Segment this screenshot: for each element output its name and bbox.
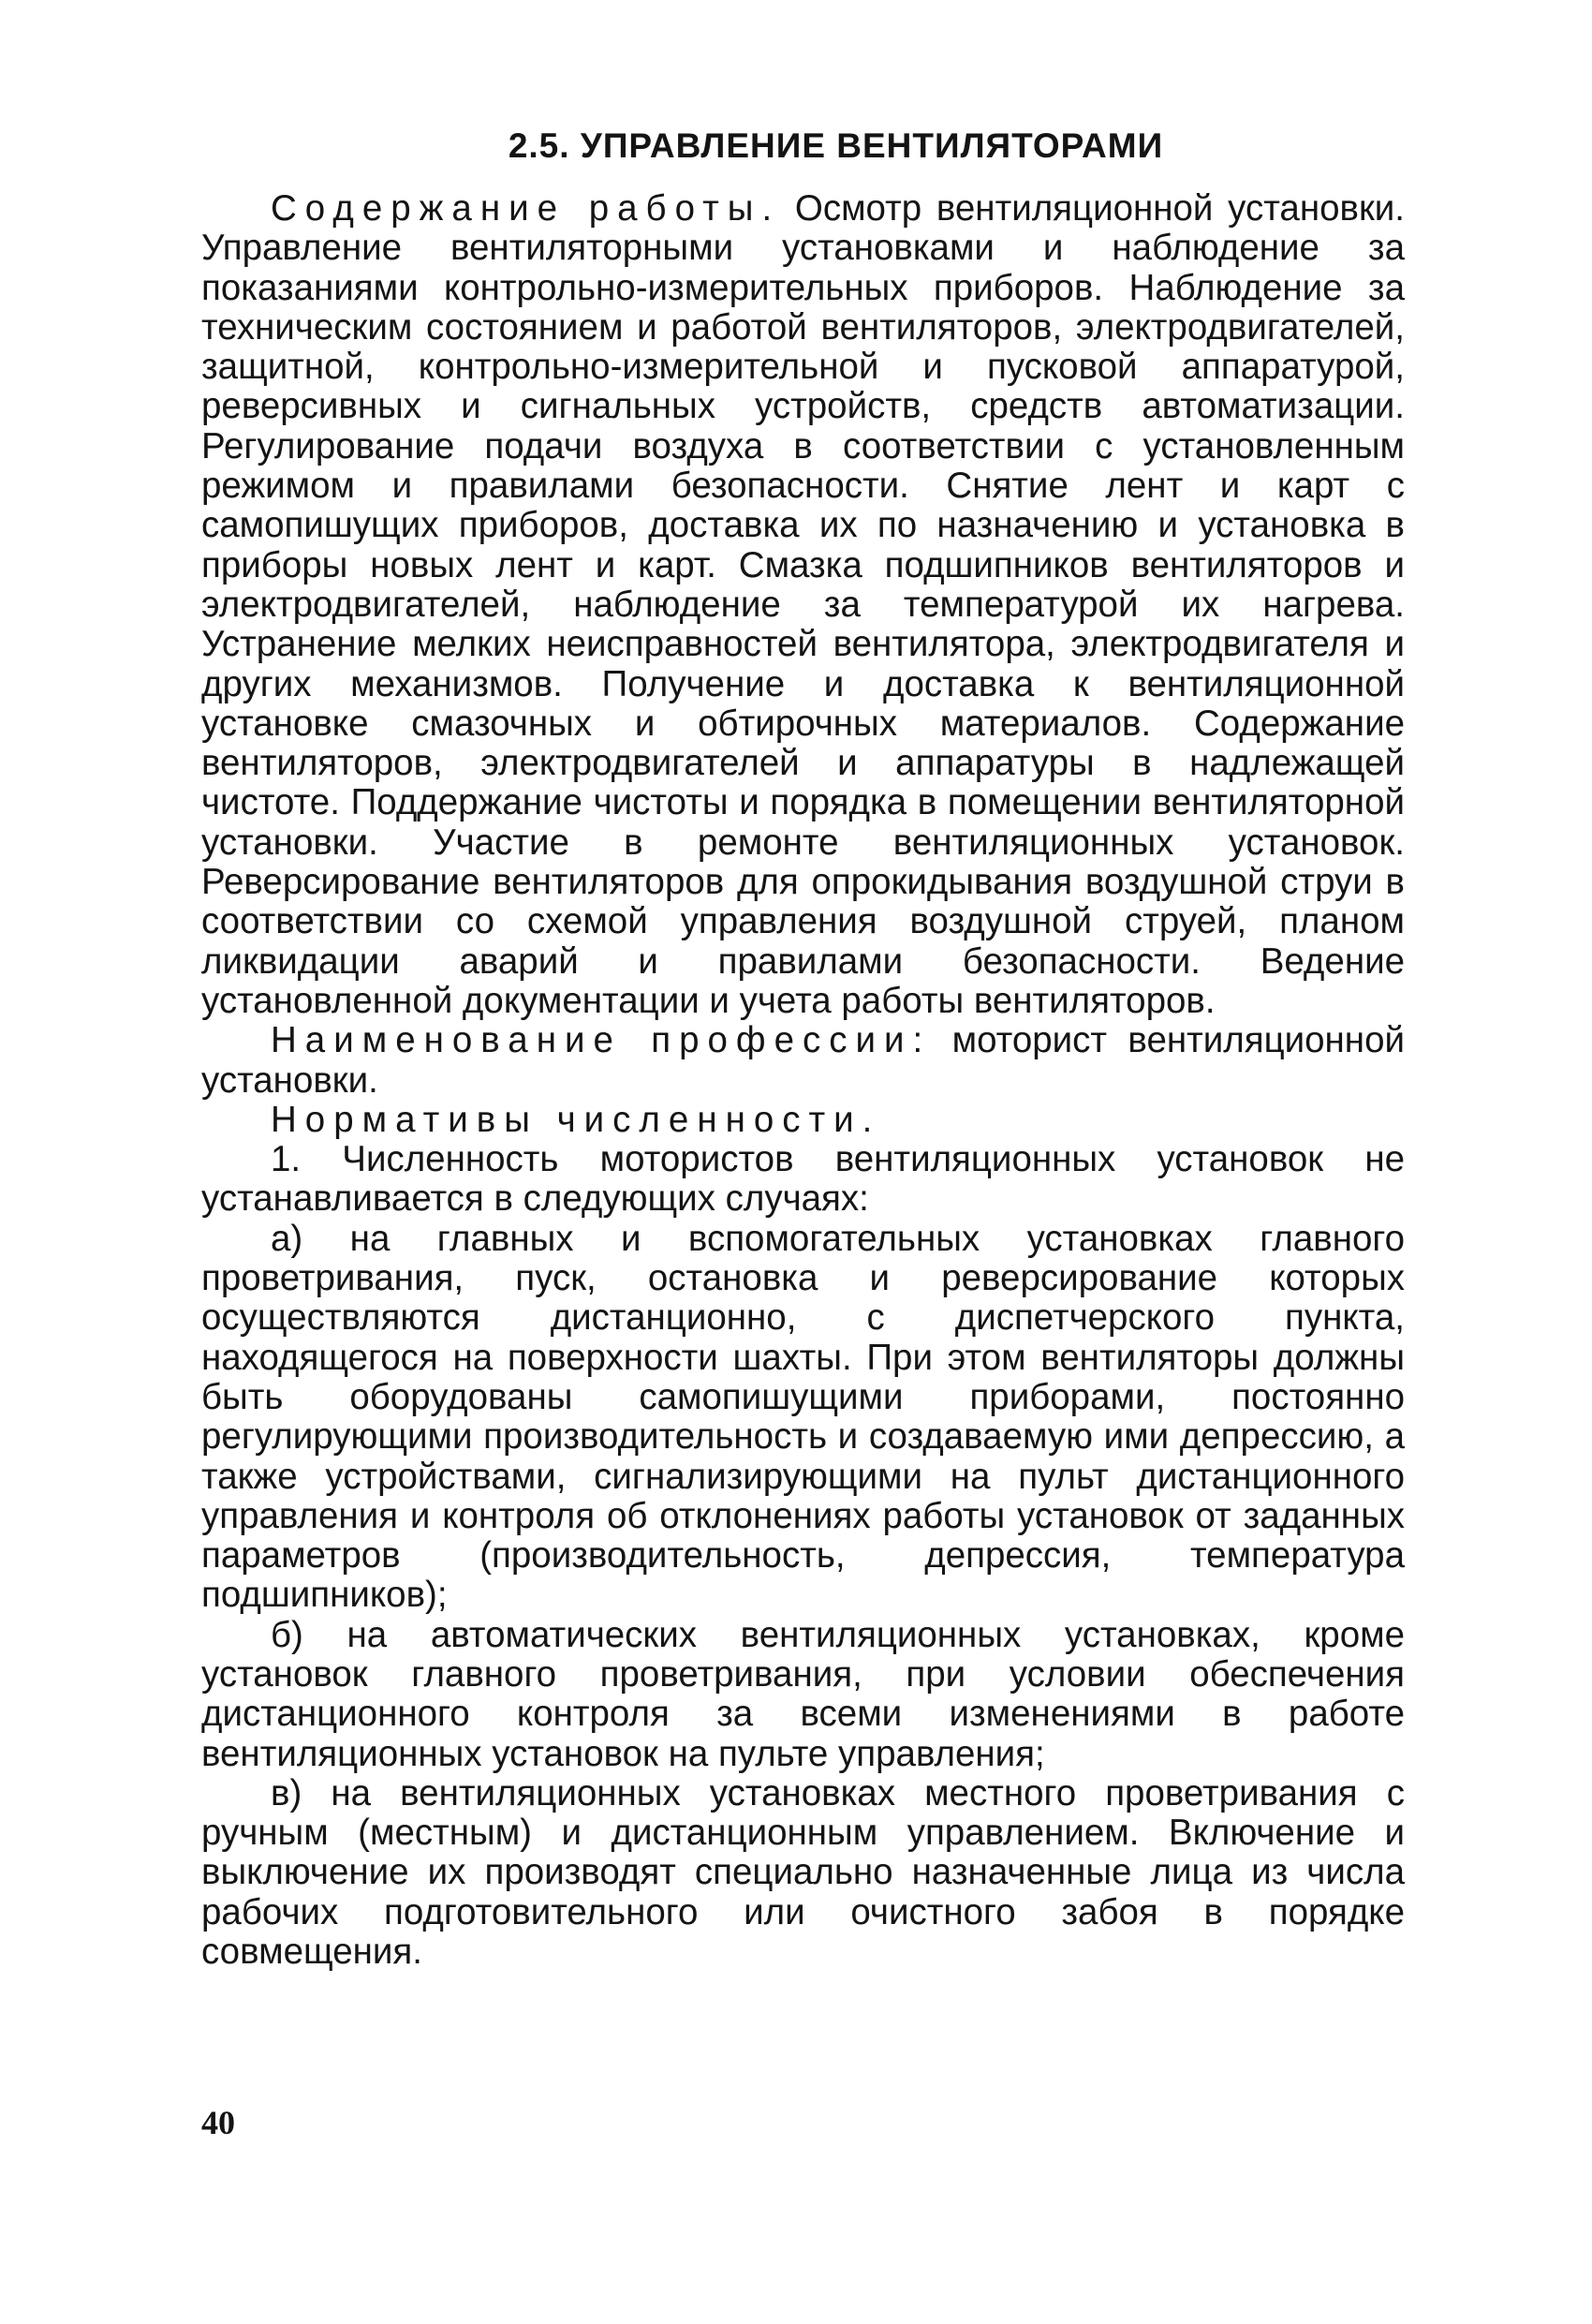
section-heading: 2.5. УПРАВЛЕНИЕ ВЕНТИЛЯТОРАМИ bbox=[508, 126, 1164, 165]
work-content-text: Осмотр вентиляционной установки. Управление вентиляторными установками и наблюдение за показаниями контрольно-измерительных приборов. Наблюдение за техническим состоянием и работой вентиляторов, электродвигателей, защитной, контрольно-измерительной и пусковой аппаратурой, реверсивных и сигнальных устройств, средств автоматизации. Регулирование подачи воздуха в соответствии с установленным режимом и правилами безопасности. Снятие лент и карт с самопишущих приборов, доставка их по назначению и установка в приборы новых лент и карт. Смазка подшипников вентиляторов и электродвигателей, наблюдение за температурой их нагрева. Устранение мелких неисправностей вентилятора, электродвигателя и других механизмов. Получение и доставка к вентиляционной установке смазочных и обтирочных материалов. Содержание вентиляторов, электродвигателей и аппаратуры в надлежащей чистоте. Поддержание чистоты и порядка в помещении вентиляторной установки. Участие в ремонте вентиляционных установок. Реверсирование вентиляторов для опрокидывания воздушной струи в соответствии со схемой управления воздушной струей, планом ликвидации аварий и правилами безопасности. Ведение установленной документации и учета работы вентиляторов. bbox=[201, 188, 1405, 1021]
norms-item-b: б) на автоматических вентиляционных установках, кроме установок главного проветривания, при условии обеспечения дистанционного контроля за всеми изменениями в работе вентиляционных установок на пульте управления; bbox=[201, 1614, 1405, 1774]
norms-label-paragraph bbox=[201, 1101, 1405, 1140]
work-content-label: Содержание работы. bbox=[271, 188, 781, 229]
norms-label: Нормативы численности. bbox=[271, 1099, 881, 1140]
body-text bbox=[201, 189, 1405, 1972]
norms-item-1: 1. Численность мотористов вентиляционных установок не устанавливается в следующих случаях: bbox=[201, 1139, 1405, 1220]
page bbox=[201, 122, 1405, 1972]
page-number: 40 bbox=[201, 2104, 235, 2141]
norms-item-v: в) на вентиляционных установках местного проветривания с ручным (местным) и дистанционным управлением. Включение и выключение их производят специально назначенные лица из числа рабочих подготовительного или очистного забоя в порядке совмещения. bbox=[201, 1772, 1405, 1973]
norms-item-a: а) на главных и вспомогательных установках главного проветривания, пуск, остановка и реверсирование которых осуществляются дистанционно, с диспетчерского пункта, находящегося на поверхности шахты. При этом вентиляторы должны быть оборудованы самопишущими приборами, постоянно регулирующими производительность и создаваемую ими депрессию, а также устройствами, сигнализирующими на пульт дистанционного управления и контроля об отклонениях работы установок от заданных параметров (производительность, депрессия, температура подшипников); bbox=[201, 1218, 1405, 1616]
profession-label: Наименование профессии: bbox=[271, 1020, 932, 1061]
profession-paragraph bbox=[201, 1021, 1405, 1101]
profession-text: моторист вентиляционной установки. bbox=[201, 1020, 1405, 1101]
work-content-paragraph bbox=[201, 189, 1405, 1021]
